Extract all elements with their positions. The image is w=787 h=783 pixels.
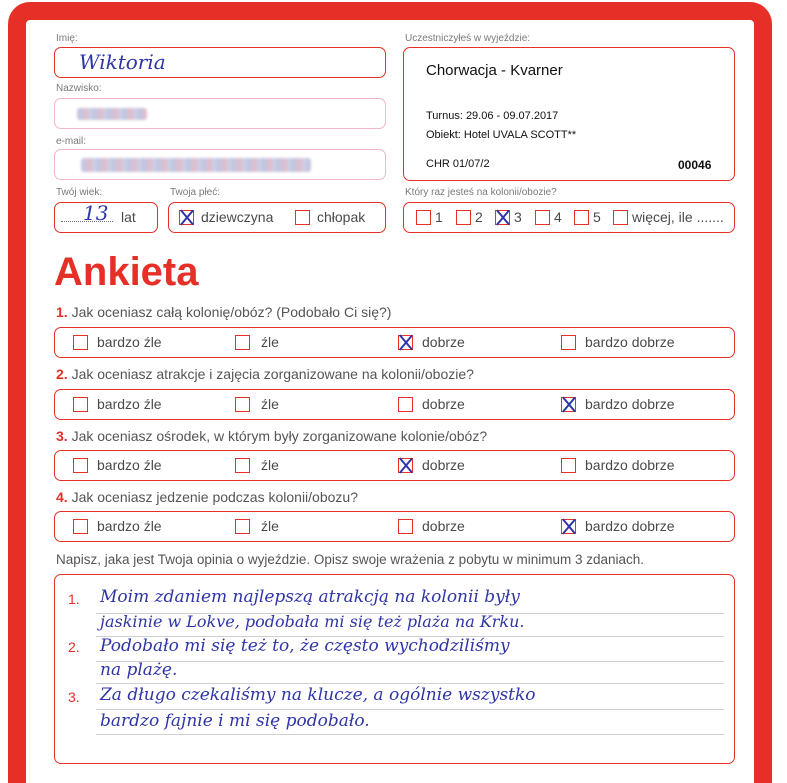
question-4 [56, 489, 358, 505]
q1-option-very-good: bardzo dobrze [585, 334, 675, 350]
q4-checkbox-very-bad[interactable] [73, 519, 88, 534]
q3-checkbox-good[interactable] [398, 458, 413, 473]
times-label: Który raz jesteś na kolonii/obozie? [405, 187, 557, 198]
question-2-answers [54, 389, 735, 420]
times-group [403, 202, 735, 233]
times-option-1: 1 [435, 209, 443, 225]
trip-code: CHR 01/07/2 [426, 158, 490, 170]
question-3 [56, 428, 487, 444]
q3-checkbox-very-bad[interactable] [73, 458, 88, 473]
times-checkbox-more[interactable] [613, 210, 628, 225]
question-3-text: Jak oceniasz ośrodek, w którym były zorganizowane kolonie/obóz? [71, 428, 488, 444]
times-option-more: więcej, ile ....... [632, 209, 724, 225]
surname-field[interactable] [54, 98, 386, 129]
question-1-text: Jak oceniasz całą kolonię/obóz? (Podobało Ci się?) [71, 304, 392, 320]
times-option-5: 5 [593, 209, 601, 225]
q4-checkbox-bad[interactable] [235, 519, 250, 534]
surname-redacted [77, 108, 147, 120]
question-1-answers [54, 327, 735, 358]
q4-option-very-bad: bardzo źle [97, 518, 162, 534]
gender-label: Twoja płeć: [170, 187, 221, 198]
q1-option-good: dobrze [422, 334, 465, 350]
times-checkbox-2[interactable] [456, 210, 471, 225]
survey-title: Ankieta [54, 250, 199, 294]
q1-option-very-bad: bardzo źle [97, 334, 162, 350]
question-3-number: 3. [56, 428, 68, 444]
age-label: Twój wiek: [56, 187, 103, 198]
question-4-number: 4. [56, 489, 68, 505]
opinion-line-6: bardzo fajnie i mi się podobało. [100, 711, 370, 731]
q3-option-very-good: bardzo dobrze [585, 457, 675, 473]
email-redacted [81, 158, 311, 172]
times-option-3: 3 [514, 209, 522, 225]
opinion-number-2: 2. [68, 639, 80, 655]
trip-destination: Chorwacja - Kvarner [426, 62, 563, 79]
q3-checkbox-very-good[interactable] [561, 458, 576, 473]
q2-checkbox-very-good[interactable] [561, 397, 576, 412]
question-2-text: Jak oceniasz atrakcje i zajęcia zorganizowane na kolonii/obozie? [71, 366, 474, 382]
q2-checkbox-good[interactable] [398, 397, 413, 412]
opinion-line-4: na plażę. [100, 660, 178, 680]
q2-option-bad: źle [261, 396, 279, 412]
q4-option-good: dobrze [422, 518, 465, 534]
q4-option-bad: źle [261, 518, 279, 534]
times-checkbox-5[interactable] [574, 210, 589, 225]
question-2-number: 2. [56, 366, 68, 382]
question-1 [56, 304, 391, 320]
question-4-answers [54, 511, 735, 542]
times-option-4: 4 [554, 209, 562, 225]
q4-checkbox-good[interactable] [398, 519, 413, 534]
gender-option-boy: chłopak [317, 209, 366, 225]
q1-checkbox-good[interactable] [398, 335, 413, 350]
gender-group [168, 202, 386, 233]
age-value: 13 [83, 201, 109, 225]
q3-option-bad: źle [261, 457, 279, 473]
age-field[interactable] [54, 202, 158, 233]
surname-label: Nazwisko: [56, 83, 102, 94]
opinion-number-1: 1. [68, 591, 80, 607]
q1-option-bad: źle [261, 334, 279, 350]
age-unit: lat [121, 209, 136, 225]
trip-box [403, 47, 735, 181]
gender-checkbox-girl[interactable] [179, 210, 194, 225]
q3-option-very-bad: bardzo źle [97, 457, 162, 473]
q2-option-good: dobrze [422, 396, 465, 412]
name-field[interactable] [54, 47, 386, 78]
opinion-line-1: Moim zdaniem najlepszą atrakcją na kolonii były [100, 587, 520, 607]
q1-checkbox-very-good[interactable] [561, 335, 576, 350]
opinion-prompt: Napisz, jaka jest Twoja opinia o wyjeździe. Opisz swoje wrażenia z pobytu w minimum 3 zdaniach. [56, 552, 645, 567]
opinion-line-5: Za długo czekaliśmy na klucze, a ogólnie wszystko [100, 685, 536, 705]
opinion-rule [96, 661, 724, 662]
q3-checkbox-bad[interactable] [235, 458, 250, 473]
opinion-number-3: 3. [68, 689, 80, 705]
times-checkbox-4[interactable] [535, 210, 550, 225]
name-label: Imię: [56, 33, 78, 44]
gender-checkbox-boy[interactable] [295, 210, 310, 225]
q2-option-very-bad: bardzo źle [97, 396, 162, 412]
q2-option-very-good: bardzo dobrze [585, 396, 675, 412]
opinion-rule [96, 709, 724, 710]
trip-number: 00046 [678, 158, 712, 172]
q4-option-very-good: bardzo dobrze [585, 518, 675, 534]
question-2 [56, 366, 474, 382]
q1-checkbox-bad[interactable] [235, 335, 250, 350]
gender-option-girl: dziewczyna [201, 209, 274, 225]
times-checkbox-1[interactable] [416, 210, 431, 225]
opinion-rule [96, 683, 724, 684]
trip-turnus: Turnus: 29.06 - 09.07.2017 [426, 110, 559, 122]
q2-checkbox-very-bad[interactable] [73, 397, 88, 412]
q4-checkbox-very-good[interactable] [561, 519, 576, 534]
q3-option-good: dobrze [422, 457, 465, 473]
name-value: Wiktoria [79, 50, 166, 74]
question-3-answers [54, 450, 735, 481]
trip-label: Uczestniczyłeś w wyjeździe: [405, 33, 531, 44]
times-checkbox-3[interactable] [495, 210, 510, 225]
q1-checkbox-very-bad[interactable] [73, 335, 88, 350]
question-4-text: Jak oceniasz jedzenie podczas kolonii/obozu? [71, 489, 358, 505]
opinion-line-3: Podobało mi się też to, że często wychodziliśmy [100, 636, 510, 656]
email-label: e-mail: [56, 136, 87, 147]
opinion-rule [96, 734, 724, 735]
trip-obiekt: Obiekt: Hotel UVALA SCOTT** [426, 129, 577, 141]
question-1-number: 1. [56, 304, 68, 320]
times-option-2: 2 [475, 209, 483, 225]
q2-checkbox-bad[interactable] [235, 397, 250, 412]
email-field[interactable] [54, 149, 386, 180]
opinion-line-2: jaskinie w Lokve, podobała mi się też plaża na Krku. [100, 612, 525, 631]
